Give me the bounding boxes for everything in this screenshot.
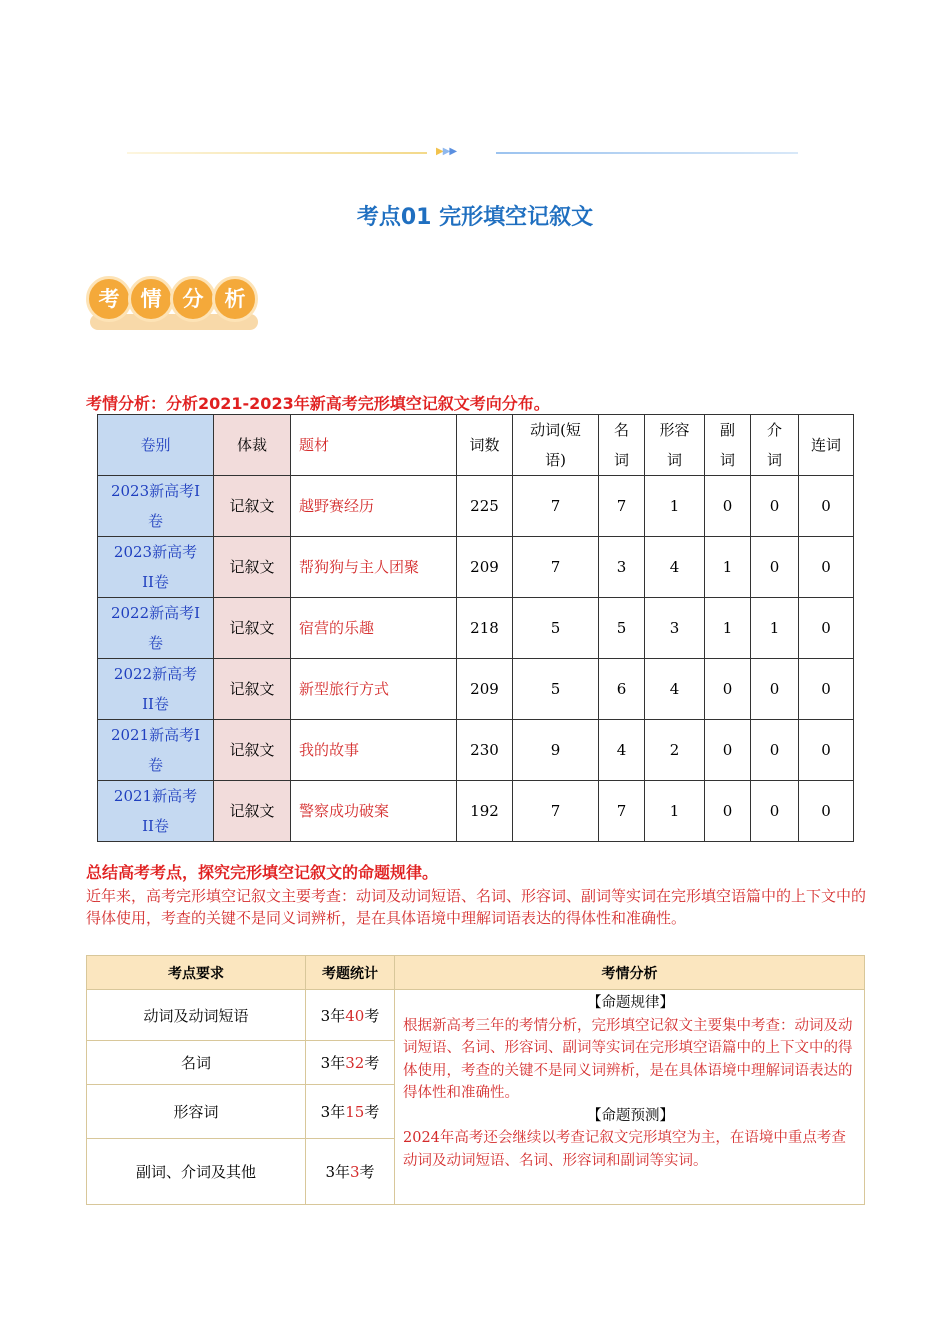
row-topic: 帮狗狗与主人团聚	[291, 537, 457, 598]
row-verb: 9	[513, 720, 599, 781]
table-row	[98, 476, 854, 537]
point-cell: 形容词	[87, 1085, 306, 1139]
row-conj: 0	[799, 598, 854, 659]
row-genre: 记叙文	[214, 476, 291, 537]
table-row	[98, 781, 854, 842]
row-genre: 记叙文	[214, 781, 291, 842]
table-row	[87, 990, 865, 1041]
header-verb: 动词(短 语)	[513, 415, 599, 476]
row-prep: 1	[751, 598, 799, 659]
row-conj: 0	[799, 720, 854, 781]
row-noun: 7	[599, 781, 645, 842]
section-badge	[86, 270, 266, 336]
row-prep: 0	[751, 781, 799, 842]
row-volume: 2023新高考I 卷	[98, 476, 214, 537]
stats-cell: 3年32考	[306, 1041, 395, 1085]
row-conj: 0	[799, 659, 854, 720]
row-adv: 0	[705, 781, 751, 842]
row-noun: 5	[599, 598, 645, 659]
forecast-body: 2024年高考还会继续以考查记叙文完形填空为主，在语境中重点考查动词及动词短语、名词、形容词和副词等实词。	[403, 1130, 846, 1169]
row-prep: 0	[751, 720, 799, 781]
stats-cell: 3年15考	[306, 1085, 395, 1139]
page-title: 考点01 完形填空记叙文	[356, 205, 594, 230]
row-adv: 1	[705, 598, 751, 659]
row-genre: 记叙文	[214, 720, 291, 781]
row-adj: 1	[645, 781, 705, 842]
row-prep: 0	[751, 659, 799, 720]
analysis-cell	[395, 990, 865, 1205]
stats-cell: 3年40考	[306, 990, 395, 1041]
stats-cell: 3年3考	[306, 1139, 395, 1205]
row-adj: 3	[645, 598, 705, 659]
summary-heading: 总结高考考点，探究完形填空记叙文的命题规律。	[86, 863, 439, 882]
exam-point-table	[86, 955, 865, 1205]
row-prep: 0	[751, 537, 799, 598]
row-adj: 4	[645, 537, 705, 598]
row-conj: 0	[799, 476, 854, 537]
header-topic: 题材	[291, 415, 457, 476]
header-prep: 介 词	[751, 415, 799, 476]
row-verb: 5	[513, 598, 599, 659]
row-words: 209	[457, 537, 513, 598]
rule-body: 根据新高考三年的考情分析，完形填空记叙文主要集中考查：动词及动词短语、名词、形容词、副词等实词在完形填空语篇中的上下文中的得体使用，考查的关键不是同义词辨析，是在具体语境中理解词语表达的得体性和准确性。	[403, 1017, 853, 1101]
row-verb: 7	[513, 537, 599, 598]
header-conj: 连词	[799, 415, 854, 476]
row-words: 192	[457, 781, 513, 842]
point-cell: 动词及动词短语	[87, 990, 306, 1041]
row-words: 225	[457, 476, 513, 537]
rule-title: 【命题规律】	[587, 995, 674, 1011]
row-adj: 1	[645, 476, 705, 537]
row-topic: 新型旅行方式	[291, 659, 457, 720]
row-verb: 7	[513, 476, 599, 537]
forecast-title: 【命题预测】	[587, 1107, 674, 1124]
header-genre: 体裁	[214, 415, 291, 476]
row-topic: 警察成功破案	[291, 781, 457, 842]
row-adj: 2	[645, 720, 705, 781]
row-volume: 2022新高考I 卷	[98, 598, 214, 659]
table-header-row	[98, 415, 854, 476]
header-volume: 卷别	[98, 415, 214, 476]
table-row	[98, 659, 854, 720]
table-header-row	[87, 956, 865, 990]
row-noun: 6	[599, 659, 645, 720]
distribution-table	[97, 414, 854, 842]
row-adv: 0	[705, 659, 751, 720]
row-topic: 越野赛经历	[291, 476, 457, 537]
row-topic: 宿营的乐趣	[291, 598, 457, 659]
row-volume: 2021新高考I 卷	[98, 720, 214, 781]
badge-char-2: 情	[128, 276, 174, 322]
badge-char-1: 考	[86, 276, 132, 322]
row-noun: 7	[599, 476, 645, 537]
badge-char-4: 析	[212, 276, 258, 322]
row-conj: 0	[799, 781, 854, 842]
row-conj: 0	[799, 537, 854, 598]
analysis-heading: 考情分析：分析2021-2023年新高考完形填空记叙文考向分布。	[86, 394, 550, 413]
table-row	[98, 537, 854, 598]
header-stats: 考题统计	[306, 956, 395, 990]
row-verb: 5	[513, 659, 599, 720]
row-adv: 0	[705, 720, 751, 781]
header-words: 词数	[457, 415, 513, 476]
row-volume: 2022新高考 II卷	[98, 659, 214, 720]
row-prep: 0	[751, 476, 799, 537]
header-adv: 副 词	[705, 415, 751, 476]
row-adv: 1	[705, 537, 751, 598]
row-genre: 记叙文	[214, 659, 291, 720]
row-volume: 2021新高考 II卷	[98, 781, 214, 842]
row-adv: 0	[705, 476, 751, 537]
decor-line-right	[496, 152, 798, 154]
row-genre: 记叙文	[214, 537, 291, 598]
header-point: 考点要求	[87, 956, 306, 990]
header-analysis: 考情分析	[395, 956, 865, 990]
row-genre: 记叙文	[214, 598, 291, 659]
row-noun: 4	[599, 720, 645, 781]
row-volume: 2023新高考 II卷	[98, 537, 214, 598]
row-topic: 我的故事	[291, 720, 457, 781]
header-adj: 形容 词	[645, 415, 705, 476]
point-cell: 名词	[87, 1041, 306, 1085]
row-words: 230	[457, 720, 513, 781]
row-words: 218	[457, 598, 513, 659]
header-noun: 名 词	[599, 415, 645, 476]
row-adj: 4	[645, 659, 705, 720]
table-row	[98, 720, 854, 781]
summary-paragraph: 近年来，高考完形填空记叙文主要考查：动词及动词短语、名词、形容词、副词等实词在完形填空语篇中的上下文中的得体使用，考查的关键不是同义词辨析，是在具体语境中理解词语表达的得体性和准确性。	[86, 887, 867, 927]
table-row	[98, 598, 854, 659]
badge-char-3: 分	[170, 276, 216, 322]
decor-line-left	[127, 152, 427, 154]
row-noun: 3	[599, 537, 645, 598]
point-cell: 副词、介词及其他	[87, 1139, 306, 1205]
row-words: 209	[457, 659, 513, 720]
row-verb: 7	[513, 781, 599, 842]
arrow-decor-icon: ▶▶▶	[436, 146, 457, 157]
